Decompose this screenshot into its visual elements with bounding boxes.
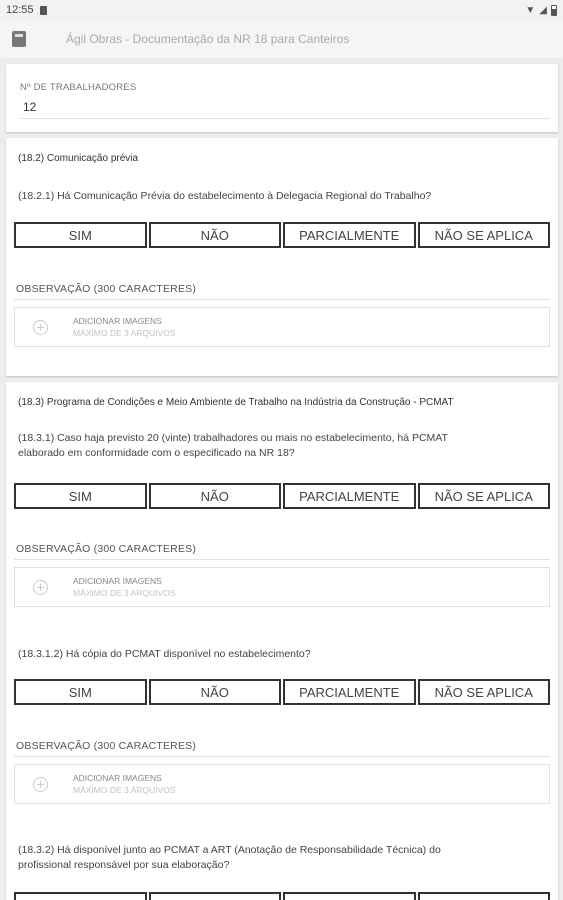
max-files-label: MÁXIMO DE 3 ARQUIVOS — [73, 588, 176, 598]
section-title: (18.2) Comunicação prévia — [18, 153, 139, 164]
question-text: (18.2.1) Há Comunicação Prévia do estabelecimento à Delegacia Regional do Trabalho? — [18, 190, 432, 202]
add-images-button[interactable] — [14, 307, 550, 347]
add-circle-icon — [33, 580, 48, 595]
option-parcialmente-button[interactable]: PARCIALMENTE — [283, 679, 416, 705]
add-circle-icon — [33, 777, 48, 792]
option-nao-button[interactable]: NÃO — [149, 679, 282, 705]
option-nao-se-aplica-button[interactable]: NÃO SE APLICA — [418, 679, 551, 705]
section-card — [6, 138, 558, 376]
max-files-label: MÁXIMO DE 3 ARQUIVOS — [73, 328, 176, 338]
status-icons — [525, 5, 557, 16]
battery-icon — [551, 5, 557, 16]
option-nao-button[interactable]: NÃO — [149, 483, 282, 509]
question-text: (18.3.1.2) Há cópia do PCMAT disponível no estabelecimento? — [18, 648, 311, 660]
question-text: (18.3.1) Caso haja previsto 20 (vinte) trabalhadores ou mais no estabelecimento, há PCMAT elaborado em conformidade com o especificado na NR 18? — [18, 432, 448, 459]
answer-options — [14, 483, 550, 509]
option-sim-button[interactable]: SIM — [14, 483, 147, 509]
answer-options — [14, 222, 550, 248]
option-parcialmente-button[interactable] — [283, 892, 416, 900]
workers-card — [6, 64, 558, 132]
observation-label: OBSERVAÇÃO (300 CARACTERES) — [16, 543, 197, 555]
question-text: (18.3.2) Há disponível junto ao PCMAT a ART (Anotação de Responsabilidade Técnica) do profissional responsável por sua elaboração? — [18, 844, 441, 871]
add-circle-icon — [33, 320, 48, 335]
answer-options — [14, 892, 550, 900]
add-images-label: ADICIONAR IMAGENS — [73, 773, 162, 783]
status-bar — [0, 0, 563, 20]
answer-options — [14, 679, 550, 705]
app-title: Ágil Obras - Documentação da NR 18 para Canteiros — [66, 32, 350, 46]
workers-label: Nº DE TRABALHADORES — [20, 82, 137, 93]
observation-input[interactable] — [14, 299, 550, 300]
option-parcialmente-button[interactable]: PARCIALMENTE — [283, 222, 416, 248]
add-images-button[interactable] — [14, 764, 550, 804]
option-sim-button[interactable]: SIM — [14, 222, 147, 248]
sd-card-icon — [40, 6, 47, 15]
section-card — [6, 382, 558, 900]
wifi-icon: ▼ — [525, 4, 536, 16]
option-nao-button[interactable]: NÃO — [149, 222, 282, 248]
calculator-icon[interactable] — [12, 31, 26, 47]
option-parcialmente-button[interactable]: PARCIALMENTE — [283, 483, 416, 509]
option-nao-se-aplica-button[interactable]: NÃO SE APLICA — [418, 222, 551, 248]
workers-underline — [20, 118, 550, 119]
option-sim-button[interactable] — [14, 892, 147, 900]
observation-input[interactable] — [14, 559, 550, 560]
app-bar — [0, 20, 563, 58]
status-time: 12:55 — [6, 4, 34, 16]
max-files-label: MÁXIMO DE 3 ARQUIVOS — [73, 785, 176, 795]
observation-input[interactable] — [14, 756, 550, 757]
signal-icon: ◢ — [539, 4, 547, 16]
section-title: (18.3) Programa de Condições e Meio Ambiente de Trabalho na Indústria da Construção - PCMAT — [18, 397, 454, 408]
option-nao-button[interactable] — [149, 892, 282, 900]
add-images-label: ADICIONAR IMAGENS — [73, 316, 162, 326]
observation-label: OBSERVAÇÃO (300 CARACTERES) — [16, 740, 197, 752]
workers-input[interactable]: 12 — [23, 100, 37, 114]
add-images-label: ADICIONAR IMAGENS — [73, 576, 162, 586]
observation-label: OBSERVAÇÃO (300 CARACTERES) — [16, 283, 197, 295]
option-sim-button[interactable]: SIM — [14, 679, 147, 705]
option-nao-se-aplica-button[interactable]: NÃO SE APLICA — [418, 483, 551, 509]
option-nao-se-aplica-button[interactable] — [418, 892, 551, 900]
add-images-button[interactable] — [14, 567, 550, 607]
